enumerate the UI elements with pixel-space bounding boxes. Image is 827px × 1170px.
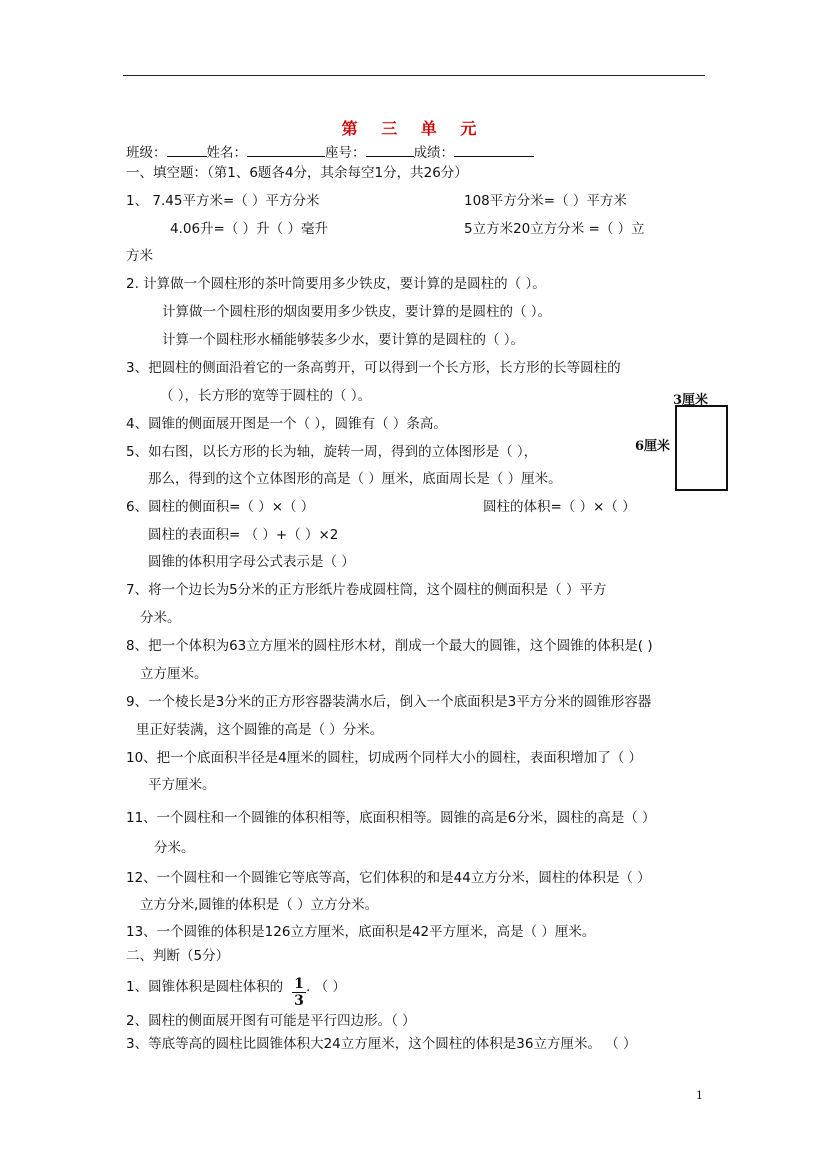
q10-line-a: 10、把一个底面积半径是4厘米的圆柱，切成两个同样大小的圆柱，表面积增加了（ ） bbox=[126, 750, 643, 766]
fraction-numerator: 1 bbox=[294, 976, 304, 992]
q13-line: 13、一个圆锥的体积是126立方厘米，底面积是42平方厘米，高是（ ）厘米。 bbox=[126, 924, 596, 940]
q1-line-e: 方米 bbox=[126, 248, 153, 264]
q1-line-b: 108平方分米=（ ）平方米 bbox=[464, 193, 627, 209]
q6-line-d: 圆锥的体积用字母公式表示是（ ） bbox=[148, 554, 355, 570]
j2-line: 2、圆柱的侧面展开图有可能是平行四边形。（ ） bbox=[126, 1013, 416, 1029]
q12-line-b: 立方分米,圆锥的体积是（ ）立方分米。 bbox=[140, 897, 379, 913]
score-label: 成绩： bbox=[413, 145, 454, 161]
class-field[interactable] bbox=[167, 143, 207, 157]
seat-field[interactable] bbox=[366, 143, 414, 157]
header-rule bbox=[123, 75, 705, 76]
q2-line-c: 计算一个圆柱形水桶能够装多少水，要计算的是圆柱的（ ）。 bbox=[162, 332, 525, 348]
q4-line: 4、圆锥的侧面展开图是一个（ ），圆锥有（ ）条高。 bbox=[126, 416, 447, 432]
q6-line-a: 6、圆柱的侧面积=（ ）×（ ） bbox=[126, 499, 315, 515]
rectangle-figure bbox=[675, 405, 728, 491]
fraction-denominator: 3 bbox=[294, 993, 304, 1009]
q3-line-a: 3、把圆柱的侧面沿着它的一条高剪开，可以得到一个长方形，长方形的长等圆柱的 bbox=[126, 360, 621, 376]
section1-heading: 一、填空题：（第1、6题各4分，其余每空1分，共26分） bbox=[126, 165, 468, 181]
j1-line-a: 1、圆锥体积是圆柱体积的 bbox=[126, 979, 284, 995]
class-label: 班级： bbox=[126, 145, 167, 161]
q3-line-b: （ ），长方形的宽等于圆柱的（ ）。 bbox=[160, 388, 372, 404]
j1-line-b: . （ ） bbox=[306, 979, 346, 995]
q8-line-b: 立方厘米。 bbox=[140, 666, 208, 682]
q1-line-d: 5立方米20立方分米 =（ ）立 bbox=[464, 221, 645, 237]
q12-line-a: 12、一个圆柱和一个圆锥它等底等高，它们体积的和是44立方分米，圆柱的体积是（ ） bbox=[126, 870, 651, 886]
figure-width-label: 3厘米 bbox=[673, 393, 709, 408]
q11-line-a: 11、一个圆柱和一个圆锥的体积相等，底面积相等。圆锥的高是6分米，圆柱的高是（ ） bbox=[126, 810, 656, 826]
figure-height-label: 6厘米 bbox=[635, 439, 671, 454]
one-third-fraction bbox=[292, 977, 306, 1008]
q9-line-a: 9、一个棱长是3分米的正方形容器装满水后，倒入一个底面积是3平方分米的圆锥形容器 bbox=[126, 694, 652, 710]
page-number: 1 bbox=[696, 1089, 703, 1102]
q2-line-a: 2. 计算做一个圆柱形的茶叶筒要用多少铁皮，要计算的是圆柱的（ ）。 bbox=[126, 276, 546, 292]
q5-line-b: 那么，得到的这个立体图形的高是（ ）厘米，底面周长是（ ）厘米。 bbox=[148, 471, 562, 487]
q1-line-a: 1、 7.45平方米=（ ）平方分米 bbox=[126, 193, 320, 209]
q7-line-a: 7、将一个边长为5分米的正方形纸片卷成圆柱筒，这个圆柱的侧面积是（ ）平方 bbox=[126, 582, 607, 598]
q10-line-b: 平方厘米。 bbox=[148, 777, 216, 793]
page-title: 第 三 单 元 bbox=[341, 119, 486, 138]
name-field[interactable] bbox=[247, 143, 325, 157]
q6-line-c: 圆柱的表面积= （ ）+（ ）×2 bbox=[148, 527, 339, 543]
q1-line-c: 4.06升=（ ）升（ ）毫升 bbox=[170, 221, 328, 237]
q2-line-b: 计算做一个圆柱形的烟囱要用多少铁皮，要计算的是圆柱的（ ）。 bbox=[162, 304, 552, 320]
score-field[interactable] bbox=[454, 143, 534, 157]
seat-label: 座号： bbox=[325, 145, 366, 161]
name-label: 姓名： bbox=[206, 145, 247, 161]
j3-line: 3、等底等高的圆柱比圆锥体积大24立方厘米，这个圆柱的体积是36立方厘米。 （ ） bbox=[126, 1036, 637, 1052]
section2-heading: 二、判断（5分） bbox=[126, 948, 230, 964]
q7-line-b: 分米。 bbox=[140, 610, 181, 626]
q6-line-b: 圆柱的体积=（ ）×（ ） bbox=[483, 499, 636, 515]
student-info-line bbox=[126, 143, 534, 162]
q9-line-b: 里正好装满，这个圆锥的高是（ ）分米。 bbox=[136, 722, 384, 738]
q5-line-a: 5、如右图，以长方形的长为轴，旋转一周，得到的立体图形是（ ）， bbox=[126, 444, 538, 460]
q11-line-b: 分米。 bbox=[154, 840, 195, 856]
q8-line-a: 8、把一个体积为63立方厘米的圆柱形木材，削成一个最大的圆锥，这个圆锥的体积是( ) bbox=[126, 638, 653, 654]
